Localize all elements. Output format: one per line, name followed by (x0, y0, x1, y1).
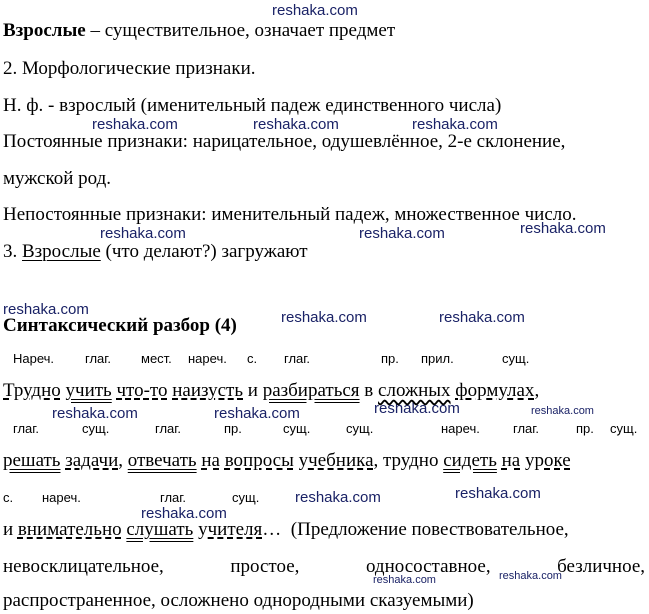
predicate-word: разбираться (262, 380, 360, 401)
pos-label: сущ. (502, 351, 530, 366)
pos-label: нареч. (441, 421, 480, 436)
pos-label: сущ. (82, 421, 110, 436)
predicate-word: учить (65, 380, 112, 401)
word: задачи (65, 450, 119, 471)
text: (что делают?) загружают (100, 241, 308, 262)
watermark: reshaka.com (520, 220, 606, 237)
analysis-text: односоставное, (365, 556, 491, 577)
subject-word: Взрослые (22, 241, 101, 262)
pos-label: сущ. (232, 490, 260, 505)
watermark: reshaka.com (439, 309, 525, 326)
pos-label: глаг. (284, 351, 311, 366)
watermark: reshaka.com (455, 485, 541, 502)
word: трудно (383, 450, 439, 471)
pos-label: глаг. (13, 421, 40, 436)
word: Трудно (3, 380, 61, 401)
word: и (247, 380, 258, 401)
watermark: reshaka.com (214, 405, 300, 422)
pos-label: с. (247, 351, 258, 366)
sentence-line-1 (3, 380, 539, 402)
pos-label: глаг. (513, 421, 540, 436)
syntax-heading: Синтаксический разбор (4) (3, 315, 237, 336)
sentence-line-2 (3, 450, 571, 472)
watermark: reshaka.com (92, 116, 178, 133)
analysis-text: простое, (230, 556, 300, 577)
watermark: reshaka.com (412, 116, 498, 133)
pos-label: сущ. (346, 421, 374, 436)
predicate-word: отвечать (127, 450, 197, 471)
word: в (364, 380, 374, 401)
analysis-text: (Предложение повествовательное, (290, 519, 569, 540)
morph-line-2: 2. Морфологические признаки. (3, 58, 256, 79)
pos-label: пр. (576, 421, 594, 436)
word: формулах (455, 380, 535, 401)
punct: , (118, 450, 123, 471)
analysis-text: невосклицательное, (3, 556, 164, 577)
watermark: reshaka.com (141, 505, 227, 522)
watermark: reshaka.com (359, 225, 445, 242)
word: учебника (298, 450, 374, 471)
morph-line-4: Постоянные признаки: нарицательное, одушевлённое, 2-е склонение, (3, 131, 566, 152)
punct: , (373, 450, 379, 471)
pos-label: прил. (421, 351, 454, 366)
watermark: reshaka.com (272, 2, 358, 19)
punct: , (534, 380, 540, 401)
word: что-то (116, 380, 168, 401)
morph-line-1 (3, 20, 395, 42)
pos-label: нареч. (42, 490, 81, 505)
morph-line-7 (3, 241, 308, 263)
word: вопросы (224, 450, 294, 471)
word: внимательно (17, 519, 122, 540)
watermark: reshaka.com (295, 489, 381, 506)
analysis-line-4 (3, 556, 645, 578)
word-bold: Взрослые (3, 20, 86, 41)
pos-label: с. (3, 490, 14, 505)
word: на (201, 450, 220, 471)
pos-label: нареч. (188, 351, 227, 366)
watermark: reshaka.com (253, 116, 339, 133)
pos-label: глаг. (155, 421, 182, 436)
word: учителя (198, 519, 263, 540)
watermark: reshaka.com (499, 570, 562, 582)
punct: … (262, 519, 282, 540)
watermark: reshaka.com (531, 405, 594, 417)
watermark: reshaka.com (373, 574, 436, 586)
analysis-text: безличное, (557, 556, 645, 577)
word: уроке (524, 450, 571, 471)
word: на (501, 450, 521, 471)
watermark: reshaka.com (100, 225, 186, 242)
sentence-line-3 (3, 519, 569, 541)
text: 3. (3, 241, 22, 262)
word: сложных (378, 380, 451, 401)
pos-label: сущ. (283, 421, 311, 436)
analysis-line-5: распространенное, осложнено однородными сказуемыми) (3, 590, 474, 611)
watermark: reshaka.com (374, 400, 460, 417)
watermark: reshaka.com (3, 301, 89, 318)
watermark: reshaka.com (281, 309, 367, 326)
pos-label: глаг. (160, 490, 187, 505)
morph-line-3: Н. ф. - взрослый (именительный падеж единственного числа) (3, 95, 502, 116)
text: – существительное, означает предмет (85, 20, 396, 41)
morph-line-6: Непостоянные признаки: именительный падеж, множественное число. (3, 204, 577, 225)
word: наизусть (172, 380, 244, 401)
watermark: reshaka.com (52, 405, 138, 422)
pos-label: глаг. (85, 351, 112, 366)
pos-label: Нареч. (13, 351, 55, 366)
predicate-word: решать (3, 450, 61, 471)
pos-label: пр. (381, 351, 399, 366)
predicate-word: сидеть (443, 450, 497, 471)
pos-label: сущ. (610, 421, 638, 436)
pos-label: пр. (224, 421, 242, 436)
word: и (3, 519, 14, 540)
predicate-word: слушать (126, 519, 194, 540)
pos-label: мест. (141, 351, 172, 366)
morph-line-5: мужской род. (3, 168, 112, 189)
